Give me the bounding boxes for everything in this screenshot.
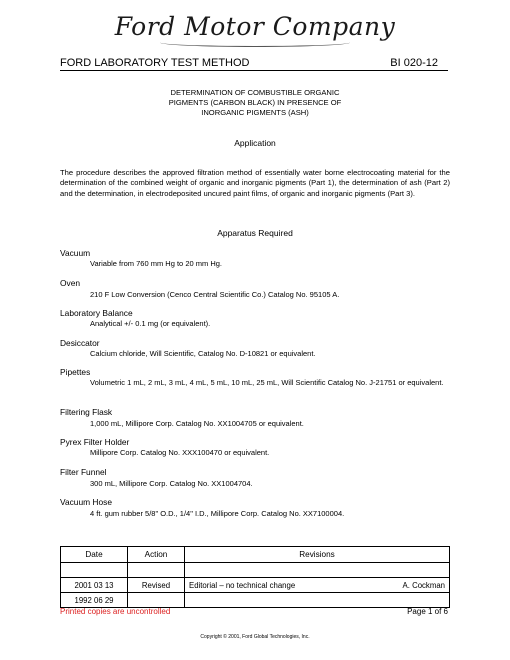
table-row [61, 593, 450, 608]
apparatus-item-title: Vacuum [60, 248, 91, 258]
uncontrolled-notice: Printed copies are uncontrolled [60, 607, 171, 616]
date-column-header: Date [61, 547, 128, 563]
apparatus-item-detail: Variable from 760 mm Hg to 20 mm Hg. [90, 259, 222, 268]
revision-description: Editorial – no technical change [189, 580, 296, 590]
revision-action: Revised [128, 578, 185, 593]
revision-author: A. Cockman [402, 580, 445, 590]
revisions-column-header: Revisions [185, 547, 450, 563]
revision-action [128, 563, 185, 578]
apparatus-item-title: Laboratory Balance [60, 308, 133, 318]
apparatus-item-detail: 4 ft. gum rubber 5/8" O.D., 1/4" I.D., Millipore Corp. Catalog No. XX7100004. [90, 509, 345, 518]
revision-cell [185, 593, 450, 608]
revision-date: 1992 06 29 [61, 593, 128, 608]
apparatus-item-detail: Volumetric 1 mL, 2 mL, 3 mL, 4 mL, 5 mL, 10 mL, 25 mL, Will Scientific Catalog No. J-21751 or equivalent. [90, 378, 444, 387]
application-heading: Application [234, 138, 276, 148]
ford-logo: Ford Motor Company [114, 12, 396, 41]
revisions-header-row [61, 547, 450, 563]
revision-date: 2001 03 13 [61, 578, 128, 593]
apparatus-item-detail: 1,000 mL, Millipore Corp. Catalog No. XX1004705 or equivalent. [90, 419, 304, 428]
copyright-notice: Copyright © 2001, Ford Global Technologies, Inc. [200, 634, 310, 640]
apparatus-item-detail: 210 F Low Conversion (Cenco Central Scientific Co.) Catalog No. 95105 A. [90, 290, 340, 299]
page-number: Page 1 of 6 [407, 607, 448, 616]
method-label: FORD LABORATORY TEST METHOD [60, 57, 250, 69]
apparatus-item-title: Vacuum Hose [60, 497, 112, 507]
apparatus-item-title: Oven [60, 278, 81, 288]
apparatus-item-detail: Calcium chloride, Will Scientific, Catalog No. D-10821 or equivalent. [90, 349, 316, 358]
apparatus-item-title: Pipettes [60, 367, 91, 377]
header-rule [60, 70, 448, 71]
apparatus-heading: Apparatus Required [217, 228, 293, 238]
apparatus-item-detail: Analytical +/- 0.1 mg (or equivalent). [90, 319, 211, 328]
revision-action [128, 593, 185, 608]
revision-date [61, 563, 128, 578]
apparatus-item-title: Desiccator [60, 338, 100, 348]
application-text: The procedure describes the approved filtration method of essentially water borne electrocoating material for the determination of the combined weight of organic and inorganic pigments (Part 1), the determination of ash (Part 2) and the determination, in electrodeposited uncured paint films, of organic and inorganic pigments (Part 3). [60, 168, 450, 198]
document-title: DETERMINATION OF COMBUSTIBLE ORGANIC PIGMENTS (CARBON BLACK) IN PRESENCE OF INORGANIC PIGMENTS (ASH) [168, 88, 342, 117]
apparatus-item-title: Pyrex Filter Holder [60, 437, 130, 447]
logo-swash [160, 38, 350, 47]
table-row [61, 563, 450, 578]
table-row [61, 578, 450, 593]
apparatus-item-title: Filter Funnel [60, 467, 107, 477]
revisions-table [60, 546, 450, 608]
action-column-header: Action [128, 547, 185, 563]
revision-cell [185, 563, 450, 578]
apparatus-item-detail: 300 mL, Millipore Corp. Catalog No. XX1004704. [90, 479, 253, 488]
method-number: BI 020-12 [390, 57, 438, 69]
apparatus-item-title: Filtering Flask [60, 407, 113, 417]
apparatus-item-detail: Millipore Corp. Catalog No. XXX100470 or equivalent. [90, 448, 270, 457]
revision-cell [185, 578, 450, 593]
